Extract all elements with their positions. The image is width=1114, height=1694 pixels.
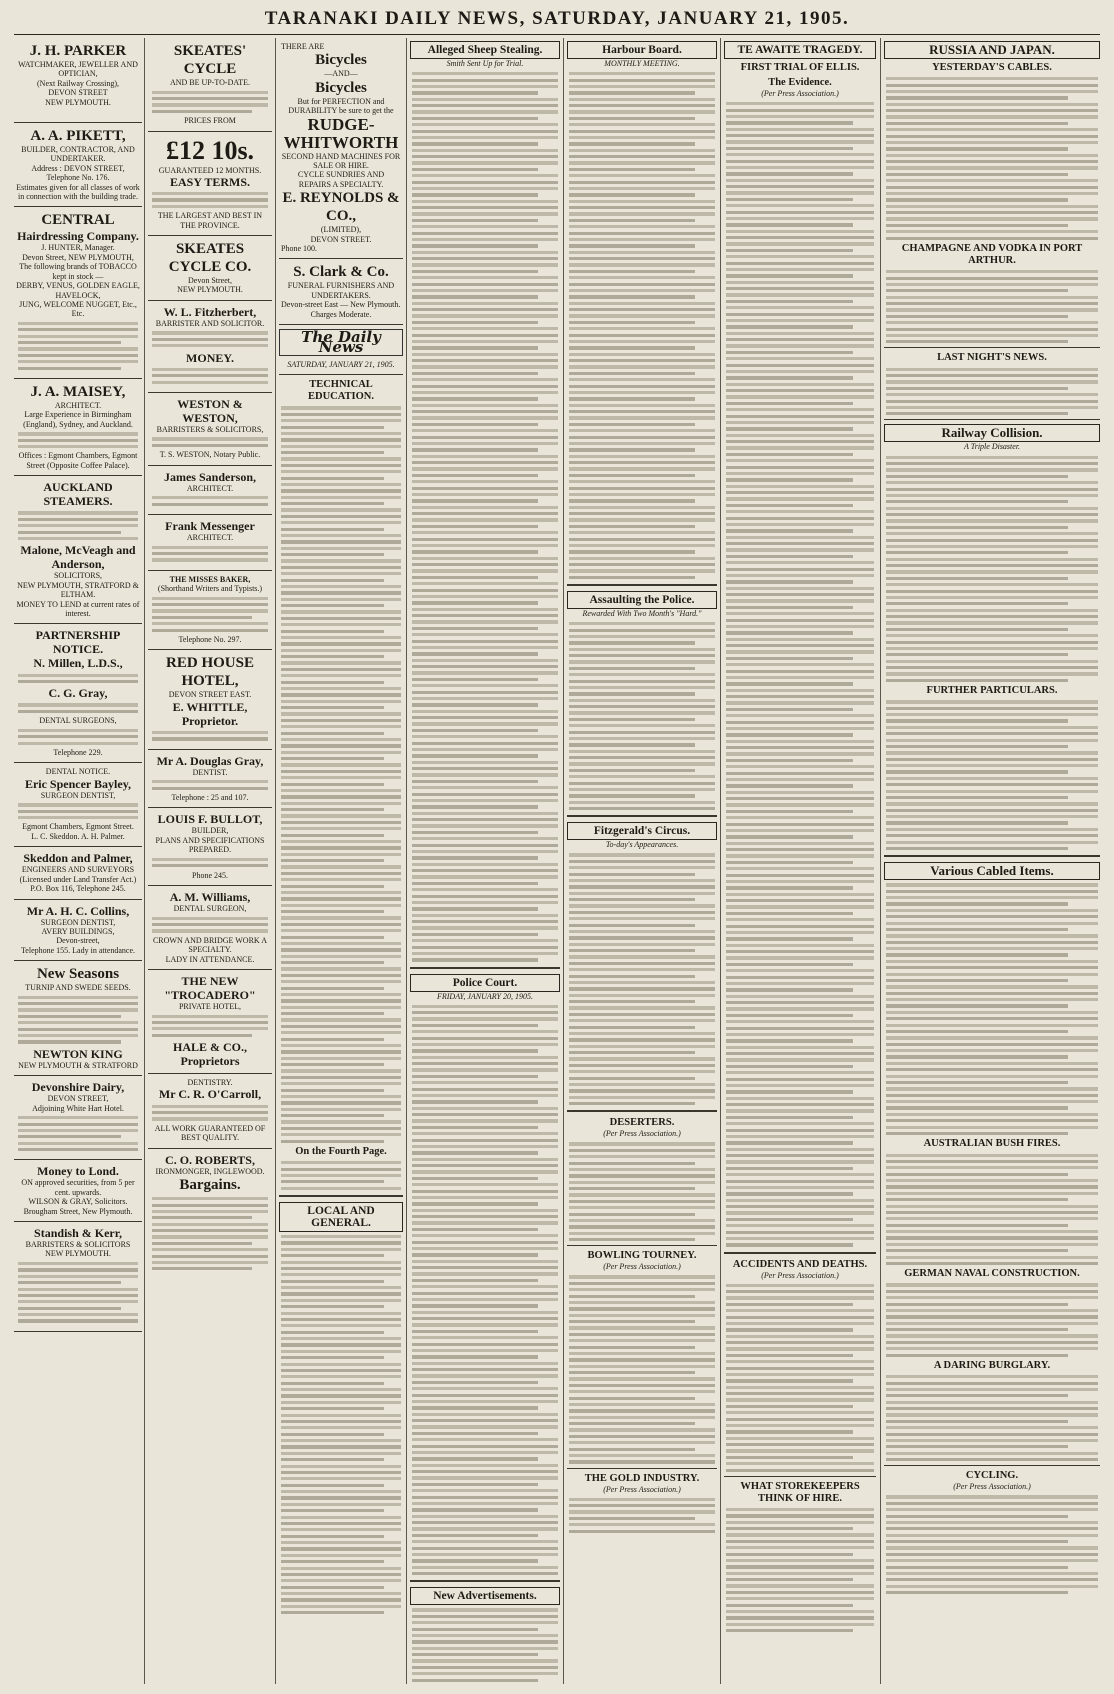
ad-line: But for PERFECTION and DURABILITY be sure to get the [288,96,394,116]
ad-line: PRIVATE HOTEL, [178,1001,242,1011]
column-rule [406,38,407,1684]
ad-line: Charges Moderate. [310,309,372,319]
ad-line: Brougham Street, New Plymouth. [23,1206,133,1216]
ad-title: SKEATES' CYCLE [173,43,247,77]
text-block [412,72,558,961]
ad-block [148,886,272,970]
column-7 [884,38,1100,1684]
text-block [18,1116,138,1151]
column-5 [567,38,717,1684]
story-subheading: MONTHLY MEETING. [604,59,680,68]
ad-title: Bicycles [315,52,367,69]
column-3 [279,38,403,1684]
ad-line: BARRISTERS & SOLICITORS, [156,424,264,434]
fourth-page-heading: On the Fourth Page. [295,1145,387,1157]
ad-line: The following brands of TOBACCO kept in stock — [19,262,137,281]
ad-title: A. A. PIKETT, [30,128,126,145]
story-subheading: (Per Press Association.) [603,1262,681,1272]
ad-line: (LIMITED), [320,225,362,235]
ad-line: LADY IN ATTENDANCE. [165,954,255,964]
ad-title: Money to Lond. [37,1164,119,1179]
ad-line: ARCHITECT. [186,483,234,493]
story-heading: Harbour Board. [567,41,717,59]
ad-line: DEVON STREET, [47,1094,109,1104]
ad-line: WILSON & GRAY, Solicitors. [28,1197,128,1207]
text-block [886,700,1098,850]
ad-line: Hairdressing Company. [17,229,139,244]
text-block [886,77,1098,240]
column-rule [563,38,564,1684]
ad-line: MONEY. [186,350,234,365]
ad-line: FUNERAL FURNISHERS AND UNDERTAKERS. [287,281,395,300]
text-block [152,731,268,741]
ad-line: BUILDER, CONTRACTOR, AND UNDERTAKER. [21,145,135,164]
story-heading: Railway Collision. [884,424,1100,442]
ad-line: —AND— [324,69,358,79]
ad-line: DEVON STREET. [310,234,372,244]
ad-line: TURNIP AND SWEDE SEEDS. [25,983,131,993]
ad-title: James Sanderson, [163,469,256,484]
column-1 [14,38,142,1684]
ad-line: HALE & CO., Proprietors [172,1040,247,1069]
ad-line: Devon Street, NEW PLYMOUTH, [22,252,134,262]
ad-line: Devon-street, [56,936,100,946]
story-subheading: YESTERDAY'S CABLES. [932,62,1052,73]
ad-line: Telephone 155. Lady in attendance. [20,945,136,955]
ad-title: DENTAL NOTICE. [45,767,111,777]
ad-line: (Shorthand Writers and Typists.) [157,584,263,594]
ad-line: DENTAL SURGEON, [173,904,247,913]
ad-title: RUDGE-WHITWORTH [283,114,399,152]
text-block [152,91,268,113]
ad-title: AUCKLAND STEAMERS. [43,480,113,509]
ad-line: Phone 245. [192,870,228,880]
ad-line: BARRISTER AND SOLICITOR. [155,318,265,328]
ad-line: (Licensed under Land Transfer Act.) [19,874,137,884]
story-subheading: FIRST TRIAL OF ELLIS. [740,62,860,73]
ad-line: Egmont Chambers, Egmont Street. [22,822,134,832]
ad-line: EASY TERMS. [169,174,251,189]
story-heading: AUSTRALIAN BUSH FIRES. [923,1138,1061,1150]
story-heading: Police Court. [410,974,560,992]
text-block [152,368,268,384]
text-block [726,1284,874,1472]
ad-line: ALL WORK GUARANTEED OF BEST QUALITY. [154,1123,266,1143]
story-heading: New Advertisements. [410,1587,560,1605]
ad-line: SURGEON DENTIST, [40,790,116,800]
story-heading: CHAMPAGNE AND VODKA IN PORT ARTHUR. [901,242,1083,266]
ad-block [14,207,142,378]
story-heading: FURTHER PARTICULARS. [926,685,1058,697]
story-subheading: (Per Press Association.) [761,89,839,98]
ad-block [14,1160,142,1222]
nameplate: The Daily News [279,329,403,356]
ad-line: Bicycles [315,79,367,96]
text-block [18,1262,138,1323]
ad-line: PLANS AND SPECIFICATIONS PREPARED. [155,835,265,855]
text-block [281,1235,401,1614]
ad-line: OPTICIAN, [58,69,98,79]
text-block [569,1275,715,1463]
story-heading: The Evidence. [768,77,832,88]
text-block [569,853,715,1105]
story-heading: A DARING BURGLARY. [933,1359,1051,1371]
ad-line: SURGEON DENTIST, [40,917,116,927]
ad-title: J. A. MAISEY, [30,383,126,400]
ad-line: T. S. WESTON, Notary Public. [159,450,261,460]
text-block [726,102,874,1246]
ad-block [14,847,142,899]
text-block [18,432,138,448]
ad-block [14,961,142,1076]
ad-block [14,763,142,847]
text-block [18,322,138,370]
story-heading: ACCIDENTS AND DEATHS. [732,1258,868,1270]
column-4 [410,38,560,1684]
ad-title: THE MISSES BAKER, [169,574,251,584]
ad-block [148,38,272,132]
text-block [886,1495,1098,1594]
ad-line: THERE ARE [281,42,325,51]
ad-line: AVERY BUILDINGS, [41,926,115,936]
story-subheading: A Triple Disaster. [963,442,1021,452]
column-rule [275,38,276,1684]
text-block [18,729,138,745]
ad-line: BARRISTERS & SOLICITORS [25,1240,131,1249]
ad-block [148,650,272,749]
ad-line: Phone 100. [281,244,317,254]
ad-line: NEWTON KING [33,1046,123,1061]
ad-line: NEW PLYMOUTH & STRATFORD [18,1060,138,1070]
ad-title: WESTON & WESTON, [177,396,243,425]
ad-block [148,515,272,571]
story-subheading: Smith Sent Up for Trial. [446,59,524,68]
ad-block [148,808,272,886]
ad-line: DERBY, VENUS, GOLDEN EAGLE, HAVELOCK, [16,281,140,300]
ad-block [14,123,142,207]
ad-title: Mr A. H. C. Collins, [26,903,130,918]
ad-block [14,900,142,962]
column-rule [144,38,145,1684]
ad-title: SKEATES CYCLE CO. [168,241,252,276]
column-rule [880,38,881,1684]
ad-line: ARCHITECT. [54,400,102,410]
text-block [18,803,138,819]
ad-line: CROWN AND BRIDGE WORK A SPECIALTY. [152,935,268,955]
ad-title: Mr A. Douglas Gray, [156,753,264,768]
ad-line: NEW PLYMOUTH. [45,1249,111,1259]
ad-line: Devon Street, [188,276,232,286]
story-subheading: Rewarded With Two Month's "Hard." [582,609,702,618]
text-block [152,1015,268,1037]
column-rule [720,38,721,1684]
story-subheading: (Per Press Association.) [953,1482,1031,1492]
ad-title: W. L. Fitzherbert, [163,304,257,319]
ad-title: A. M. Williams, [169,890,251,904]
text-block [281,1161,401,1190]
ad-block [148,393,272,466]
ad-title: RED HOUSE HOTEL, [166,655,254,690]
text-block [886,368,1098,416]
masthead: TARANAKI DAILY NEWS, SATURDAY, JANUARY 21, 1905. [264,8,850,29]
text-block [726,1508,874,1632]
story-heading: RUSSIA AND JAPAN. [884,41,1100,59]
ad-line: ARCHITECT. [186,532,234,542]
story-subheading: To-day's Appearances. [605,840,679,850]
ad-block [148,301,272,393]
ad-title: LOUIS F. BULLOT, [157,812,263,827]
ad-line: Bargains. [179,1176,241,1193]
ad-title: Mr C. R. O'Carroll, [158,1087,262,1102]
ad-title: Devonshire Dairy, [31,1080,125,1095]
ad-line: NEW PLYMOUTH, STRATFORD & ELTHAM. [17,580,139,600]
ad-line: Malone, McVeagh and Anderson, [20,543,136,572]
ad-line: DENTIST. [192,767,228,777]
ad-line: SOLICITORS, [53,571,103,581]
ad-block [148,466,272,515]
ad-line: P.O. Box 116, Telephone 245. [30,884,126,894]
ad-block [148,571,272,651]
ad-title: S. Clark & Co. [293,264,389,281]
ad-line: THE LARGEST AND BEST IN THE PROVINCE. [157,211,263,230]
ad-line: (Next Railway Crossing), [37,78,119,88]
text-block [569,1498,715,1533]
text-block [152,858,268,868]
ad-title: E. REYNOLDS & CO., [282,190,400,225]
ad-line: ENGINEERS AND SURVEYORS [21,865,135,875]
story-subheading: (Per Press Association.) [761,1270,839,1280]
ad-line: C. G. Gray, [48,686,108,701]
ad-line: IRONMONGER, INGLEWOOD. [155,1166,265,1176]
text-block [412,1005,558,1576]
ad-block [148,750,272,809]
text-block [569,622,715,810]
ad-line: Address : DEVON STREET, Telephone No. 176. [31,163,125,183]
ad-block [148,1074,272,1149]
ad-title: C. O. ROBERTS, [165,1152,255,1167]
ad-line: DEVON STREET [48,88,108,98]
ad-title: New Seasons [36,966,120,983]
text-block [152,331,268,347]
ad-line: Devon-street East — New Plymouth. [281,300,401,310]
ad-block [14,624,142,763]
ad-line: NEW PLYMOUTH. [45,97,111,107]
ad-line: DEVON STREET EAST. [168,690,252,700]
story-heading: Alleged Sheep Stealing. [410,41,560,59]
ad-line: JUNG, WELCOME NUGGET, Etc., Etc. [19,299,137,319]
ad-line: L. C. Skeddon. A. H. Palmer. [31,831,125,841]
ad-block [14,38,142,123]
ad-block [14,1076,142,1160]
story-heading: Assaulting the Police. [567,591,717,609]
ad-title: CENTRAL [41,212,115,229]
column-2 [148,38,272,1684]
local-general-heading: LOCAL AND GENERAL. [279,1202,403,1232]
text-block [886,270,1098,343]
ad-line: Telephone No. 297. [178,634,242,644]
ad-block [148,970,272,1074]
ad-line: J. HUNTER, Manager. [41,243,115,253]
text-block [152,917,268,933]
dateline: SATURDAY, JANUARY 21, 1905. [287,360,395,370]
ad-line: N. Millen, L.D.S., [33,656,123,671]
ad-title: J. H. PARKER [29,43,127,59]
ad-line: Estimates given for all classes of work in connection with the building trade. [16,182,140,202]
ad-block [14,476,142,624]
text-block [569,72,715,579]
ad-title: Standish & Kerr, [34,1226,122,1240]
text-block [886,883,1098,1135]
text-block [412,1608,558,1684]
ad-line: CYCLE SUNDRIES AND REPAIRS A SPECIALTY. [297,170,385,189]
ad-line: ON approved securities, from 5 per cent. upwards. [21,1178,135,1197]
ad-block [14,1222,142,1332]
text-block [18,511,138,540]
price-heading: £12 10s. [165,135,255,165]
text-block [152,780,268,790]
ad-title: PARTNERSHIP NOTICE. [35,628,121,657]
story-heading: CYCLING. [965,1470,1019,1482]
ad-line: Telephone : 25 and 107. [171,793,249,803]
ad-line: BUILDER, [191,826,229,836]
ad-title: THE NEW "TROCADERO" [164,973,256,1002]
story-heading: WHAT STOREKEEPERS THINK OF HIRE. [740,1480,860,1504]
story-heading: THE GOLD INDUSTRY. [584,1472,700,1484]
text-block [18,674,138,684]
story-subheading: (Per Press Association.) [603,1129,681,1139]
text-block [569,1142,715,1241]
ad-title: Skeddon and Palmer, [23,851,133,866]
editorial-heading: TECHNICAL EDUCATION. [307,379,375,403]
story-subheading: FRIDAY, JANUARY 20, 1905. [436,991,533,1001]
text-block [152,546,268,562]
text-block [281,406,401,1142]
ad-line: MONEY TO LEND at current rates of interest. [16,599,140,618]
ad-line: NEW PLYMOUTH. [177,285,243,295]
text-block [152,1105,268,1121]
text-block [886,1283,1098,1356]
story-heading: Fitzgerald's Circus. [567,822,717,840]
text-block [18,703,138,713]
text-block [18,996,138,1044]
ad-block [14,379,142,476]
ad-line: Large Experience in Birmingham (England), Sydney, and Auckland. [23,410,133,429]
text-block [886,1154,1098,1266]
text-block [152,496,268,506]
ad-block [148,132,272,237]
ad-block [279,38,403,259]
text-block [886,1375,1098,1461]
ad-line: AND BE UP-TO-DATE. [169,78,251,87]
ad-line: DENTISTRY. [187,1078,233,1088]
ad-line: Eric Spencer Bayley, [24,776,132,791]
story-subheading: (Per Press Association.) [603,1484,681,1494]
ad-title: Frank Messenger [165,518,255,533]
masthead-rule [14,34,1100,35]
ad-block [148,1149,272,1279]
ad-line: E. WHITTLE, Proprietor. [172,699,248,728]
text-block [152,597,268,632]
story-heading: LAST NIGHT'S NEWS. [937,352,1047,364]
text-block [886,456,1098,682]
ad-line: Telephone 229. [53,747,103,757]
story-heading: BOWLING TOURNEY. [587,1250,697,1262]
story-heading: TE AWAITE TRAGEDY. [724,41,876,59]
column-6 [724,38,876,1684]
story-heading: Various Cabled Items. [884,862,1100,880]
ad-line: DENTAL SURGEONS, [39,716,117,726]
story-heading: DESERTERS. [609,1117,675,1129]
text-block [152,192,268,208]
text-block [152,1197,268,1270]
story-heading: GERMAN NAVAL CONSTRUCTION. [904,1268,1080,1280]
ad-block [279,259,403,325]
text-block [152,437,268,447]
ad-line: GUARANTEED 12 MONTHS. [158,165,262,175]
ad-line: Adjoining White Hart Hotel. [32,1103,124,1113]
ad-line: WATCHMAKER, JEWELLER AND [18,60,138,69]
ad-block [148,236,272,301]
ad-line: SECOND HAND MACHINES FOR SALE OR HIRE. [281,151,401,171]
ad-line: PRICES FROM [184,116,236,126]
ad-line: Offices : Egmont Chambers, Egmont Street (Opposite Coffee Palace). [18,451,138,470]
